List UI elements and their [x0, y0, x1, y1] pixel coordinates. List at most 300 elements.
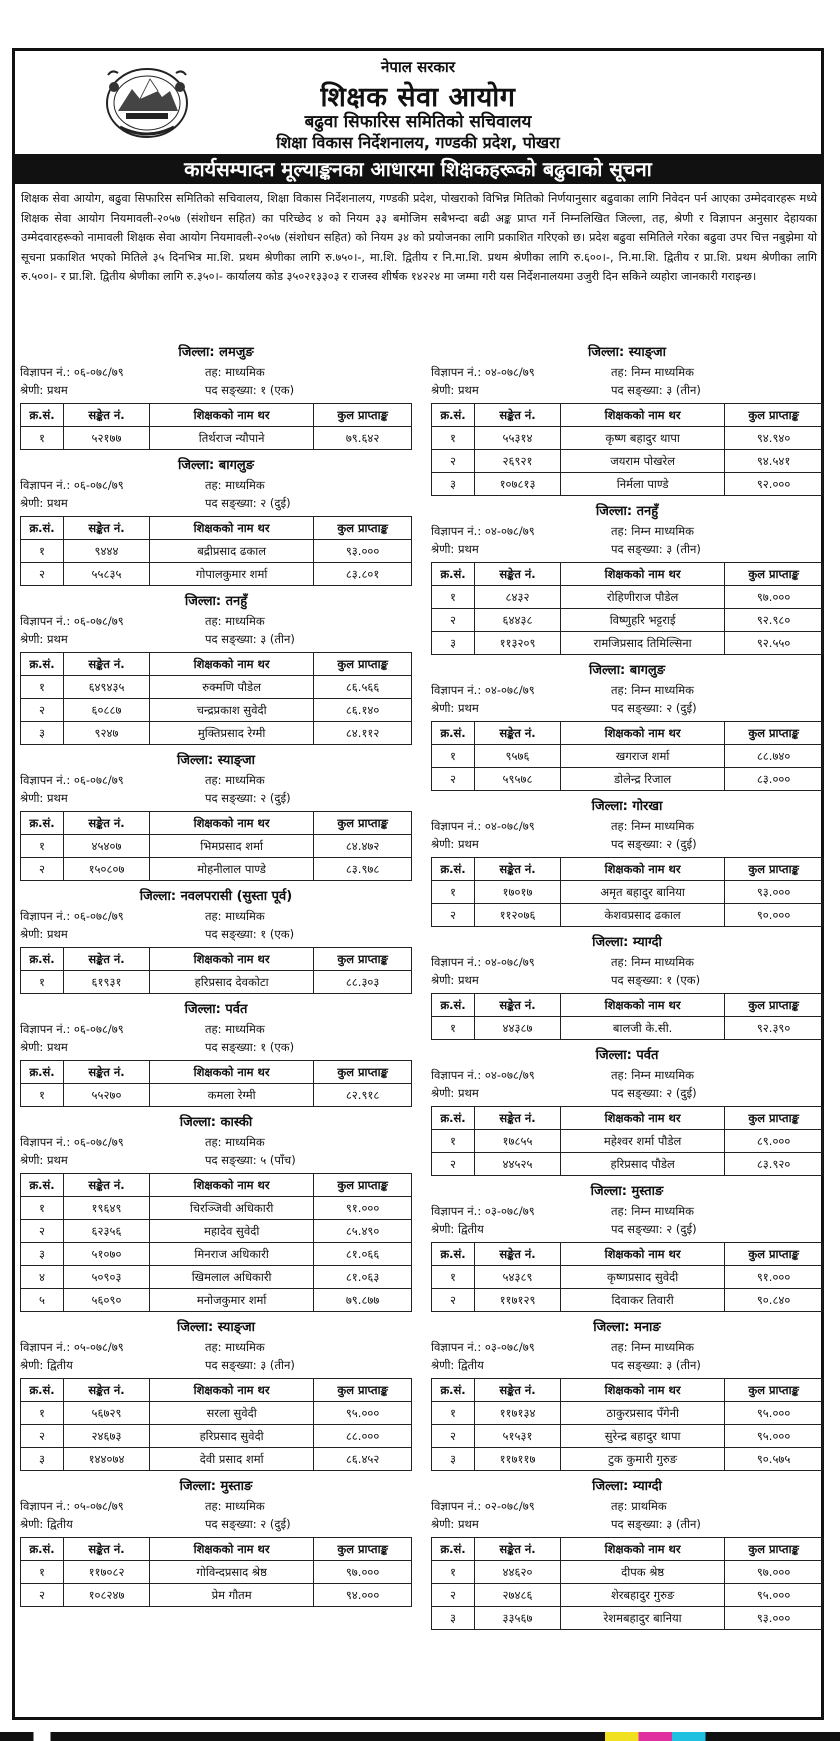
column-header: शिक्षकको नाम थर [150, 948, 314, 971]
level-label: तह: प्राथमिक [611, 1499, 667, 1513]
column-header: क्र.सं. [432, 1379, 475, 1402]
serial-number: २ [432, 609, 475, 632]
district-block [431, 502, 823, 655]
serial-number: ३ [21, 1243, 64, 1266]
posts-count: पद सङ्ख्या: २ (दुई) [611, 701, 697, 715]
column-header: कुल प्राप्ताङ्क [725, 1538, 823, 1561]
table-row [432, 632, 823, 655]
total-score: ९३.००० [314, 540, 412, 563]
serial-number: २ [21, 858, 64, 881]
grade-label: श्रेणी: द्वितीय [20, 1358, 73, 1372]
column-header: कुल प्राप्ताङ्क [725, 722, 823, 745]
grade-label: श्रेणी: प्रथम [431, 542, 479, 556]
advertisement-row [431, 1338, 823, 1356]
column-header: शिक्षकको नाम थर [561, 1379, 725, 1402]
advertisement-row [20, 771, 412, 789]
grade-row [431, 971, 823, 989]
district-block [20, 343, 412, 450]
table-row [21, 1448, 412, 1471]
table-row [21, 676, 412, 699]
column-header: क्र.सं. [21, 517, 64, 540]
serial-number: २ [432, 768, 475, 791]
column-header: कुल प्राप्ताङ्क [314, 948, 412, 971]
level-label: तह: माध्यमिक [205, 1022, 265, 1036]
results-table [431, 403, 823, 496]
table-row [432, 1584, 823, 1607]
symbol-number: ५६७२९ [64, 1402, 150, 1425]
symbol-number: ४४३८७ [475, 1017, 561, 1040]
district-heading: जिल्ला: तनहुँ [595, 504, 659, 519]
level-label: तह: माध्यमिक [205, 1135, 265, 1149]
district-heading: जिल्ला: म्याग्दी [592, 1479, 662, 1494]
advertisement-number: विज्ञापन नं.: ०३-०७८/७९ [431, 1204, 535, 1218]
results-table [431, 721, 823, 791]
district-heading: जिल्ला: बागलुङ [589, 663, 665, 678]
serial-number: १ [21, 835, 64, 858]
district-heading: जिल्ला: स्याङ्जा [176, 753, 256, 768]
grade-label: श्रेणी: प्रथम [20, 1040, 68, 1054]
grade-row [20, 789, 412, 807]
level-label: तह: माध्यमिक [205, 365, 265, 379]
posts-count: पद सङ्ख्या: २ (दुई) [205, 1517, 291, 1531]
table-header-row [432, 858, 823, 881]
teacher-name: डोलेन्द्र रिजाल [561, 768, 725, 791]
grade-label: श्रेणी: प्रथम [431, 837, 479, 851]
teacher-name: कृष्णप्रसाद सुवेदी [561, 1266, 725, 1289]
symbol-number: १७८५५ [475, 1130, 561, 1153]
serial-number: २ [21, 699, 64, 722]
table-row [21, 1266, 412, 1289]
district-heading: जिल्ला: तनहुँ [184, 594, 248, 609]
column-header: शिक्षकको नाम थर [150, 404, 314, 427]
column-header: शिक्षकको नाम थर [150, 1538, 314, 1561]
total-score: ८३.९७८ [314, 858, 412, 881]
district-block [20, 751, 412, 881]
advertisement-row [20, 1020, 412, 1038]
column-header: शिक्षकको नाम थर [561, 858, 725, 881]
table-row [432, 1448, 823, 1471]
grade-label: श्रेणी: द्वितीय [431, 1358, 484, 1372]
district-heading: जिल्ला: मुस्ताङ [590, 1184, 664, 1199]
symbol-number: ५५८३५ [64, 563, 150, 586]
teacher-name: निर्मला पाण्डे [561, 473, 725, 496]
total-score: ९२.००० [725, 473, 823, 496]
posts-count: पद सङ्ख्या: १ (एक) [205, 1040, 295, 1054]
table-row [432, 427, 823, 450]
column-header: शिक्षकको नाम थर [561, 1538, 725, 1561]
symbol-number: ५२१७७ [64, 427, 150, 450]
symbol-number: ११२०७६ [475, 904, 561, 927]
serial-number: ५ [21, 1289, 64, 1312]
table-row [432, 768, 823, 791]
district-block [20, 1113, 412, 1312]
results-table [20, 1537, 412, 1607]
grade-label: श्रेणी: प्रथम [431, 701, 479, 715]
table-row [432, 1402, 823, 1425]
level-label: तह: निम्न माध्यमिक [611, 819, 695, 833]
right-column [431, 343, 823, 1636]
grade-row [431, 1220, 823, 1238]
table-row [432, 1425, 823, 1448]
serial-number: २ [21, 1584, 64, 1607]
serial-number: ३ [432, 1448, 475, 1471]
grade-row [20, 381, 412, 399]
advertisement-row [20, 363, 412, 381]
district-block [431, 343, 823, 496]
table-row [432, 1017, 823, 1040]
grade-label: श्रेणी: प्रथम [20, 632, 68, 646]
teacher-name: दिवाकर तिवारी [561, 1289, 725, 1312]
grade-row [431, 1356, 823, 1374]
symbol-number: १७०१७ [475, 881, 561, 904]
notice-intro-paragraph: शिक्षक सेवा आयोग, बढुवा सिफारिस समितिको सचिवालय, शिक्षा विकास निर्देशनालय, गण्डकी प्रदेश, पोखराको विभिन्न मितिको निर्णयानुसार बढुवाका लागि निवेदन पर्न आएका उम्मेदवारहरू मध्ये शिक्षक सेवा आयोग नियमावली-२०५७ (संशोधन सहित) का परिच्छेद ४ को नियम ३३ बमोजिम सबैभन्दा बढी अङ्क प्राप्त गर्ने निम्नलिखित जिल्ला, तह, श्रेणी र विज्ञापन अनुसार देहायका उम्मेदवारहरूको नामावली शिक्षक सेवा आयोग नियमावली-२०५७ (संशोधन सहित) को नियम ३४ को प्रयोजनका लागि प्रकाशित गरिएको छ। प्रदेश बढुवा समितिले गरेका बढुवा उपर चित्त नबुझेमा यो सूचना प्रकाशित भएको मितिले ३५ दिनभित्र मा.शि. प्रथम श्रेणीका लागि रु.७५०।-, मा.शि. द्वितीय र नि.मा.शि. प्रथम श्रेणीका लागि रु.६००।-, नि.मा.शि. द्वितीय र प्रा.शि. प्रथम श्रेणीका लागि रु.५००।- र प्रा.शि. द्वितीय श्रेणीका लागि रु.३५०।- कार्यालय कोड ३५०२१३३०३ र राजस्व शीर्षक १४२२४ मा जम्मा गरी यस निर्देशनालयमा उजुरी दिन सकिने व्यहोरा जानकारी गराइन्छ। [21, 192, 817, 283]
column-header: कुल प्राप्ताङ्क [314, 404, 412, 427]
level-label: तह: माध्यमिक [205, 773, 265, 787]
column-header: सङ्केत नं. [64, 1174, 150, 1197]
symbol-number: ११७११७ [475, 1448, 561, 1471]
district-block [431, 1046, 823, 1176]
district-block [431, 797, 823, 927]
total-score: ९५.००० [314, 1402, 412, 1425]
column-header: कुल प्राप्ताङ्क [725, 1243, 823, 1266]
district-block [20, 887, 412, 994]
table-header-row [432, 1243, 823, 1266]
symbol-number: ३३५६७ [475, 1607, 561, 1630]
grade-label: श्रेणी: प्रथम [431, 973, 479, 987]
column-header: सङ्केत नं. [475, 1538, 561, 1561]
advertisement-number: विज्ञापन नं.: ०५-०७८/७९ [20, 1340, 124, 1354]
teacher-name: मनोजकुमार शर्मा [150, 1289, 314, 1312]
serial-number: १ [432, 881, 475, 904]
serial-number: १ [21, 1402, 64, 1425]
table-row [21, 1084, 412, 1107]
table-row [21, 1425, 412, 1448]
column-header: क्र.सं. [432, 1538, 475, 1561]
total-score: ९५.००० [725, 1425, 823, 1448]
column-header: शिक्षकको नाम थर [150, 1061, 314, 1084]
total-score: ९४.५४१ [725, 450, 823, 473]
teacher-name: चिरञ्जिवी अधिकारी [150, 1197, 314, 1220]
advertisement-number: विज्ञापन नं.: ०४-०७८/७९ [431, 365, 535, 379]
symbol-number: ४४६२० [475, 1561, 561, 1584]
column-header: सङ्केत नं. [475, 1379, 561, 1402]
district-block [20, 1000, 412, 1107]
advertisement-number: विज्ञापन नं.: ०३-०७८/७९ [431, 1340, 535, 1354]
column-header: सङ्केत नं. [64, 812, 150, 835]
column-header: क्र.सं. [21, 1379, 64, 1402]
serial-number: २ [432, 1289, 475, 1312]
advertisement-row [431, 1066, 823, 1084]
teacher-name: जयराम पोखरेल [561, 450, 725, 473]
teacher-name: सरला सुवेदी [150, 1402, 314, 1425]
advertisement-row [431, 681, 823, 699]
symbol-number: ५५२७० [64, 1084, 150, 1107]
column-header: कुल प्राप्ताङ्क [725, 1107, 823, 1130]
results-table [20, 1060, 412, 1107]
results-table [20, 1378, 412, 1471]
serial-number: १ [432, 745, 475, 768]
grade-label: श्रेणी: प्रथम [20, 927, 68, 941]
grade-row [20, 630, 412, 648]
column-header: शिक्षकको नाम थर [561, 994, 725, 1017]
total-score: ८३.००० [725, 768, 823, 791]
advertisement-row [20, 612, 412, 630]
total-score: ७९.८७७ [314, 1289, 412, 1312]
district-block [431, 1318, 823, 1471]
district-heading: जिल्ला: मुस्ताङ [179, 1479, 253, 1494]
advertisement-number: विज्ञापन नं.: ०५-०७८/७९ [20, 1499, 124, 1513]
notice-banner-title: कार्यसम्पादन मूल्याङ्कनका आधारमा शिक्षकहरूको बढुवाको सूचना [15, 154, 821, 184]
symbol-number: ५१०७० [64, 1243, 150, 1266]
grade-row [20, 494, 412, 512]
column-header: क्र.सं. [432, 858, 475, 881]
table-header-row [21, 1174, 412, 1197]
column-header: शिक्षकको नाम थर [150, 517, 314, 540]
grade-row [431, 540, 823, 558]
teacher-name: अमृत बहादुर बानिया [561, 881, 725, 904]
total-score: ९०.००० [725, 904, 823, 927]
table-row [21, 563, 412, 586]
advertisement-row [20, 1133, 412, 1151]
total-score: ९३.००० [725, 1607, 823, 1630]
posts-count: पद सङ्ख्या: १ (एक) [611, 973, 701, 987]
grade-label: श्रेणी: प्रथम [20, 1153, 68, 1167]
left-column [20, 343, 412, 1613]
column-header: कुल प्राप्ताङ्क [314, 1538, 412, 1561]
grade-label: श्रेणी: प्रथम [431, 383, 479, 397]
total-score: ९४.९४० [725, 427, 823, 450]
total-score: ९१.००० [314, 1197, 412, 1220]
total-score: ९५.००० [725, 1584, 823, 1607]
teacher-name: महादेव सुवेदी [150, 1220, 314, 1243]
symbol-number: ६४४३८ [475, 609, 561, 632]
column-header: क्र.सं. [432, 404, 475, 427]
symbol-number: ९४४४ [64, 540, 150, 563]
serial-number: २ [21, 1220, 64, 1243]
teacher-name: खिमलाल अधिकारी [150, 1266, 314, 1289]
column-header: शिक्षकको नाम थर [150, 1379, 314, 1402]
level-label: तह: निम्न माध्यमिक [611, 1068, 695, 1082]
results-table [20, 1173, 412, 1312]
symbol-number: १०८२४७ [64, 1584, 150, 1607]
results-table [20, 652, 412, 745]
column-header: कुल प्राप्ताङ्क [725, 1379, 823, 1402]
results-table [431, 993, 823, 1040]
district-block [431, 1477, 823, 1630]
grade-label: श्रेणी: प्रथम [20, 383, 68, 397]
commission-title: शिक्षक सेवा आयोग [320, 82, 516, 113]
total-score: ९७.००० [725, 1561, 823, 1584]
posts-count: पद सङ्ख्या: ३ (तीन) [611, 383, 701, 397]
table-header-row [21, 1061, 412, 1084]
results-table [431, 1242, 823, 1312]
advertisement-row [431, 817, 823, 835]
level-label: तह: निम्न माध्यमिक [611, 524, 695, 538]
table-header-row [21, 812, 412, 835]
table-row [21, 971, 412, 994]
posts-count: पद सङ्ख्या: ३ (तीन) [611, 1517, 701, 1531]
column-header: क्र.सं. [21, 1538, 64, 1561]
level-label: तह: माध्यमिक [205, 1340, 265, 1354]
grade-row [431, 1084, 823, 1102]
advertisement-number: विज्ञापन नं.: ०६-०७८/७९ [20, 478, 124, 492]
table-header-row [432, 722, 823, 745]
total-score: ८३.८०१ [314, 563, 412, 586]
teacher-name: विष्णुहरि भट्टराई [561, 609, 725, 632]
table-header-row [21, 653, 412, 676]
column-header: क्र.सं. [432, 994, 475, 1017]
table-row [21, 1402, 412, 1425]
table-row [21, 1197, 412, 1220]
symbol-number: १९६४९ [64, 1197, 150, 1220]
teacher-name: गोपालकुमार शर्मा [150, 563, 314, 586]
symbol-number: ४५४०७ [64, 835, 150, 858]
table-header-row [21, 1538, 412, 1561]
teacher-name: भिमप्रसाद शर्मा [150, 835, 314, 858]
teacher-name: ठाकुरप्रसाद पँगेनी [561, 1402, 725, 1425]
column-header: सङ्केत नं. [475, 404, 561, 427]
symbol-number: ११७०८२ [64, 1561, 150, 1584]
serial-number: १ [432, 1402, 475, 1425]
teacher-name: रेशमबहादुर बानिया [561, 1607, 725, 1630]
notice-frame [12, 48, 824, 1720]
total-score: ८१.०६३ [314, 1266, 412, 1289]
posts-count: पद सङ्ख्या: २ (दुई) [205, 496, 291, 510]
advertisement-row [431, 522, 823, 540]
serial-number: २ [432, 1425, 475, 1448]
posts-count: पद सङ्ख्या: १ (एक) [205, 383, 295, 397]
column-header: कुल प्राप्ताङ्क [314, 1174, 412, 1197]
teacher-name: कृष्ण बहादुर थापा [561, 427, 725, 450]
district-heading: जिल्ला: स्याङ्जा [587, 345, 667, 360]
level-label: तह: निम्न माध्यमिक [611, 365, 695, 379]
table-row [21, 1561, 412, 1584]
total-score: ९१.००० [725, 1266, 823, 1289]
symbol-number: ९२४७ [64, 722, 150, 745]
symbol-number: ६२३५६ [64, 1220, 150, 1243]
column-header: कुल प्राप्ताङ्क [314, 653, 412, 676]
advertisement-row [431, 1497, 823, 1515]
symbol-number: १४४०७४ [64, 1448, 150, 1471]
grade-row [20, 1356, 412, 1374]
total-score: ९२.९८० [725, 609, 823, 632]
district-block [431, 661, 823, 791]
govt-label: नेपाल सरकार [381, 58, 455, 76]
total-score: ८२.९१८ [314, 1084, 412, 1107]
total-score: ९०.८४० [725, 1289, 823, 1312]
column-header: सङ्केत नं. [64, 1538, 150, 1561]
district-block [20, 1477, 412, 1607]
advertisement-number: विज्ञापन नं.: ०२-०७८/७९ [431, 1499, 535, 1513]
column-header: सङ्केत नं. [64, 653, 150, 676]
advertisement-number: विज्ञापन नं.: ०४-०७८/७९ [431, 524, 535, 538]
level-label: तह: माध्यमिक [205, 1499, 265, 1513]
advertisement-number: विज्ञापन नं.: ०६-०७८/७९ [20, 909, 124, 923]
total-score: ८३.९२० [725, 1153, 823, 1176]
posts-count: पद सङ्ख्या: २ (दुई) [611, 1086, 697, 1100]
advertisement-number: विज्ञापन नं.: ०४-०७८/७९ [431, 1068, 535, 1082]
posts-count: पद सङ्ख्या: १ (एक) [205, 927, 295, 941]
total-score: ८९.००० [725, 1130, 823, 1153]
results-table [431, 857, 823, 927]
grade-label: श्रेणी: प्रथम [20, 791, 68, 805]
column-header: सङ्केत नं. [64, 1061, 150, 1084]
column-header: कुल प्राप्ताङ्क [725, 563, 823, 586]
column-header: क्र.सं. [432, 722, 475, 745]
teacher-name: केशवप्रसाद ढकाल [561, 904, 725, 927]
total-score: ९७.००० [725, 586, 823, 609]
grade-row [20, 1151, 412, 1169]
total-score: ८८.७४० [725, 745, 823, 768]
table-header-row [21, 517, 412, 540]
advertisement-number: विज्ञापन नं.: ०६-०७८/७९ [20, 365, 124, 379]
grade-label: श्रेणी: प्रथम [431, 1086, 479, 1100]
total-score: ८८.००० [314, 1425, 412, 1448]
total-score: ७९.६४२ [314, 427, 412, 450]
column-header: क्र.सं. [432, 1243, 475, 1266]
column-header: क्र.सं. [21, 653, 64, 676]
teacher-name: मुक्तिप्रसाद रेग्मी [150, 722, 314, 745]
serial-number: ३ [432, 1607, 475, 1630]
table-header-row [21, 1379, 412, 1402]
teacher-name: हरिप्रसाद सुवेदी [150, 1425, 314, 1448]
level-label: तह: निम्न माध्यमिक [611, 955, 695, 969]
table-row [432, 745, 823, 768]
table-row [21, 722, 412, 745]
table-header-row [21, 404, 412, 427]
table-row [21, 1220, 412, 1243]
teacher-name: खगराज शर्मा [561, 745, 725, 768]
results-table [431, 1106, 823, 1176]
grade-row [20, 1038, 412, 1056]
table-row [21, 540, 412, 563]
column-header: क्र.सं. [21, 1174, 64, 1197]
table-row [432, 1266, 823, 1289]
table-row [432, 450, 823, 473]
level-label: तह: माध्यमिक [205, 614, 265, 628]
column-header: शिक्षकको नाम थर [561, 563, 725, 586]
total-score: ८४.४७२ [314, 835, 412, 858]
table-row [21, 1584, 412, 1607]
district-block [20, 456, 412, 586]
posts-count: पद सङ्ख्या: ३ (तीन) [205, 632, 295, 646]
grade-label: श्रेणी: द्वितीय [20, 1517, 73, 1531]
symbol-number: ६०८८७ [64, 699, 150, 722]
grade-label: श्रेणी: प्रथम [431, 1517, 479, 1531]
advertisement-number: विज्ञापन नं.: ०६-०७८/७९ [20, 614, 124, 628]
column-header: क्र.सं. [21, 404, 64, 427]
symbol-number: ९५७६ [475, 745, 561, 768]
posts-count: पद सङ्ख्या: २ (दुई) [611, 837, 697, 851]
teacher-name: शेरबहादुर गुरुङ [561, 1584, 725, 1607]
posts-count: पद सङ्ख्या: ३ (तीन) [205, 1358, 295, 1372]
column-header: कुल प्राप्ताङ्क [314, 1061, 412, 1084]
column-header: सङ्केत नं. [64, 948, 150, 971]
table-header-row [21, 948, 412, 971]
table-row [432, 1607, 823, 1630]
table-header-row [432, 1538, 823, 1561]
total-score: ८६.५६६ [314, 676, 412, 699]
column-header: शिक्षकको नाम थर [150, 812, 314, 835]
advertisement-number: विज्ञापन नं.: ०६-०७८/७९ [20, 1022, 124, 1036]
column-header: क्र.सं. [21, 812, 64, 835]
serial-number: १ [432, 586, 475, 609]
teacher-name: मोहनीलाल पाण्डे [150, 858, 314, 881]
directorate-address: शिक्षा विकास निर्देशनालय, गण्डकी प्रदेश, पोखरा [276, 133, 560, 152]
symbol-number: ५०९०३ [64, 1266, 150, 1289]
grade-row [431, 699, 823, 717]
advertisement-row [431, 953, 823, 971]
